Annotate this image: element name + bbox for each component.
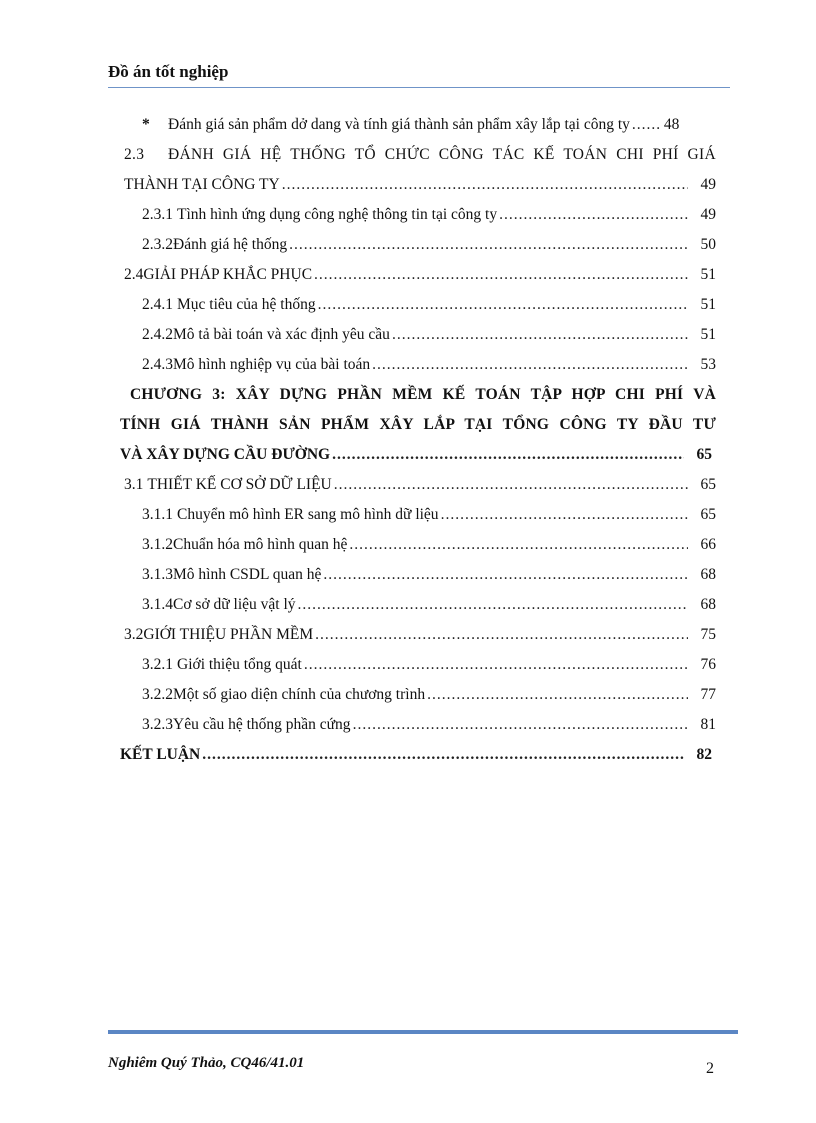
toc-entry-3-2-2[interactable] <box>120 680 716 710</box>
toc-entry-page: 53 <box>700 356 716 373</box>
toc-entry-3-1-4[interactable] <box>120 590 716 620</box>
toc-entry-title: Mô hình CSDL quan hệ <box>173 566 322 583</box>
footer-rule <box>108 1030 738 1034</box>
toc-entry-2-4-1[interactable] <box>120 290 716 320</box>
toc-entry-number: 3.2.1 <box>142 656 173 673</box>
toc-entry-page: 48 <box>663 116 680 133</box>
toc-entry-number: 3.2 <box>124 626 144 643</box>
toc-entry-page: 66 <box>700 536 716 553</box>
leader-dots <box>441 500 688 530</box>
toc-entry-title: Đánh giá sản phẩm dở dang và tính giá thành sản phẩm xây lắp tại công ty <box>168 116 630 133</box>
toc-entry-title: Mô hình nghiệp vụ của bài toán <box>173 356 371 373</box>
toc-entry-title: Mục tiêu của hệ thống <box>177 296 316 313</box>
leader-dots <box>304 650 688 680</box>
toc-entry-2-4[interactable] <box>120 260 716 290</box>
header-rule <box>108 87 730 88</box>
toc-entry-page: 65 <box>700 476 716 493</box>
toc-entry-3-2-3[interactable] <box>120 710 716 740</box>
leader-dots <box>315 620 688 650</box>
toc-entry-page: 50 <box>700 236 716 253</box>
toc-entry-page: 68 <box>700 566 716 583</box>
leader-dots <box>392 320 688 350</box>
chapter-title-line-2: TÍNH GIÁ THÀNH SẢN PHẨM XÂY LẮP TẠI TỔNG CÔNG TY ĐẦU TƯ <box>120 416 716 433</box>
toc-entry-2-3-2[interactable] <box>120 230 716 260</box>
toc-entry-title: Một số giao diện chính của chương trình <box>173 686 426 703</box>
toc-entry-page: 81 <box>700 716 716 733</box>
leader-dots <box>349 530 688 560</box>
leader-dots <box>427 680 688 710</box>
leader-dots <box>298 590 688 620</box>
toc-entry-title: Mô tả bài toán và xác định yêu cầu <box>173 326 390 343</box>
toc-entry-number: 2.3.2 <box>142 236 173 253</box>
toc-entry-number: 3.1 <box>124 476 144 493</box>
leader-dots <box>289 230 688 260</box>
toc-entry-3-1-2[interactable] <box>120 530 716 560</box>
toc-entry-title: THIẾT KẾ CƠ SỞ DỮ LIỆU <box>147 476 332 493</box>
toc-entry-title: Giới thiệu tổng quát <box>177 656 302 673</box>
toc-entry-title: GIỚI THIỆU PHẦN MỀM <box>143 626 314 643</box>
toc-entry-2-3-1[interactable] <box>120 200 716 230</box>
chapter-title-line-3: VÀ XÂY DỰNG CẦU ĐƯỜNG <box>120 446 331 463</box>
toc-entry-number: 2.3.1 <box>142 206 173 223</box>
toc-entry-title: Cơ sở dữ liệu vật lý <box>173 596 296 613</box>
toc-entry-conclusion[interactable] <box>120 740 716 770</box>
toc-entry-3-1[interactable] <box>120 470 716 500</box>
toc-entry-number: 3.1.4 <box>142 596 173 613</box>
leader-dots <box>318 290 688 320</box>
header-title: Đồ án tốt nghiệp <box>108 62 229 81</box>
toc-entry-number: 3.2.2 <box>142 686 173 703</box>
toc-entry-title: Chuyển mô hình ER sang mô hình dữ liệu <box>177 506 439 523</box>
toc-entry-number: 3.1.2 <box>142 536 173 553</box>
toc-entry-number: 3.1.3 <box>142 566 173 583</box>
toc-entry-page: 76 <box>700 656 716 673</box>
toc-entry-page: 65 <box>696 446 712 463</box>
toc-entry-page: 49 <box>700 206 716 223</box>
toc-entry-3-1-1[interactable] <box>120 500 716 530</box>
toc-entry-number: 3.1.1 <box>142 506 173 523</box>
toc-entry-3-2[interactable] <box>120 620 716 650</box>
table-of-contents <box>120 110 716 770</box>
toc-entry-title: Yêu cầu hệ thống phần cứng <box>173 716 351 733</box>
leader-dots <box>334 470 688 500</box>
footer-page-number: 2 <box>706 1060 714 1077</box>
leader-dots <box>499 200 688 230</box>
toc-entry-page: 49 <box>700 176 716 193</box>
bullet-star-icon: * <box>142 116 150 133</box>
toc-entry-page: 51 <box>700 326 716 343</box>
toc-entry-title: Tình hình ứng dụng công nghệ thông tin tại công ty <box>177 206 498 223</box>
toc-entry-title: Chuẩn hóa mô hình quan hệ <box>173 536 348 553</box>
toc-entry-number: 3.2.3 <box>142 716 173 733</box>
toc-entry-2-4-3[interactable] <box>120 350 716 380</box>
leader-dots <box>323 560 688 590</box>
footer-author: Nghiêm Quý Thảo, CQ46/41.01 <box>108 1055 305 1071</box>
toc-entry-number: 2.4 <box>124 266 144 283</box>
toc-entry-star[interactable] <box>120 110 716 140</box>
toc-entry-3-2-1[interactable] <box>120 650 716 680</box>
toc-entry-number: 2.4.3 <box>142 356 173 373</box>
toc-entry-title: KẾT LUẬN <box>120 746 201 763</box>
leader-dots <box>353 710 688 740</box>
toc-entry-number: 2.3 <box>124 146 145 163</box>
toc-entry-page: 65 <box>700 506 716 523</box>
leader-dots <box>314 260 688 290</box>
toc-entry-page: 68 <box>700 596 716 613</box>
toc-entry-number: 2.4.1 <box>142 296 173 313</box>
toc-entry-page: 51 <box>700 266 716 283</box>
leader-dots <box>372 350 688 380</box>
leader-dots <box>282 170 688 200</box>
leader-dots <box>202 740 684 770</box>
leader-dots <box>332 440 684 470</box>
toc-entry-page: 75 <box>700 626 716 643</box>
toc-entry-page: 77 <box>700 686 716 703</box>
toc-entry-page: 82 <box>696 746 712 763</box>
toc-entry-chapter-3[interactable] <box>120 380 716 470</box>
toc-entry-title: GIẢI PHÁP KHẮC PHỤC <box>143 266 313 283</box>
toc-entry-title: Đánh giá hệ thống <box>173 236 288 253</box>
toc-entry-title: ĐÁNH GIÁ HỆ THỐNG TỔ CHỨC CÔNG TÁC KẾ TOÁN CHI PHÍ GIÁ <box>168 146 716 163</box>
toc-entry-page: 51 <box>700 296 716 313</box>
toc-entry-3-1-3[interactable] <box>120 560 716 590</box>
toc-entry-number: 2.4.2 <box>142 326 173 343</box>
leader-dots <box>632 110 662 140</box>
toc-entry-title-cont: THÀNH TẠI CÔNG TY <box>124 176 280 193</box>
toc-entry-2-3[interactable] <box>120 140 716 200</box>
toc-entry-2-4-2[interactable] <box>120 320 716 350</box>
chapter-title-line-1: CHƯƠNG 3: XÂY DỰNG PHẦN MỀM KẾ TOÁN TẬP HỢP CHI PHÍ VÀ <box>130 386 716 403</box>
